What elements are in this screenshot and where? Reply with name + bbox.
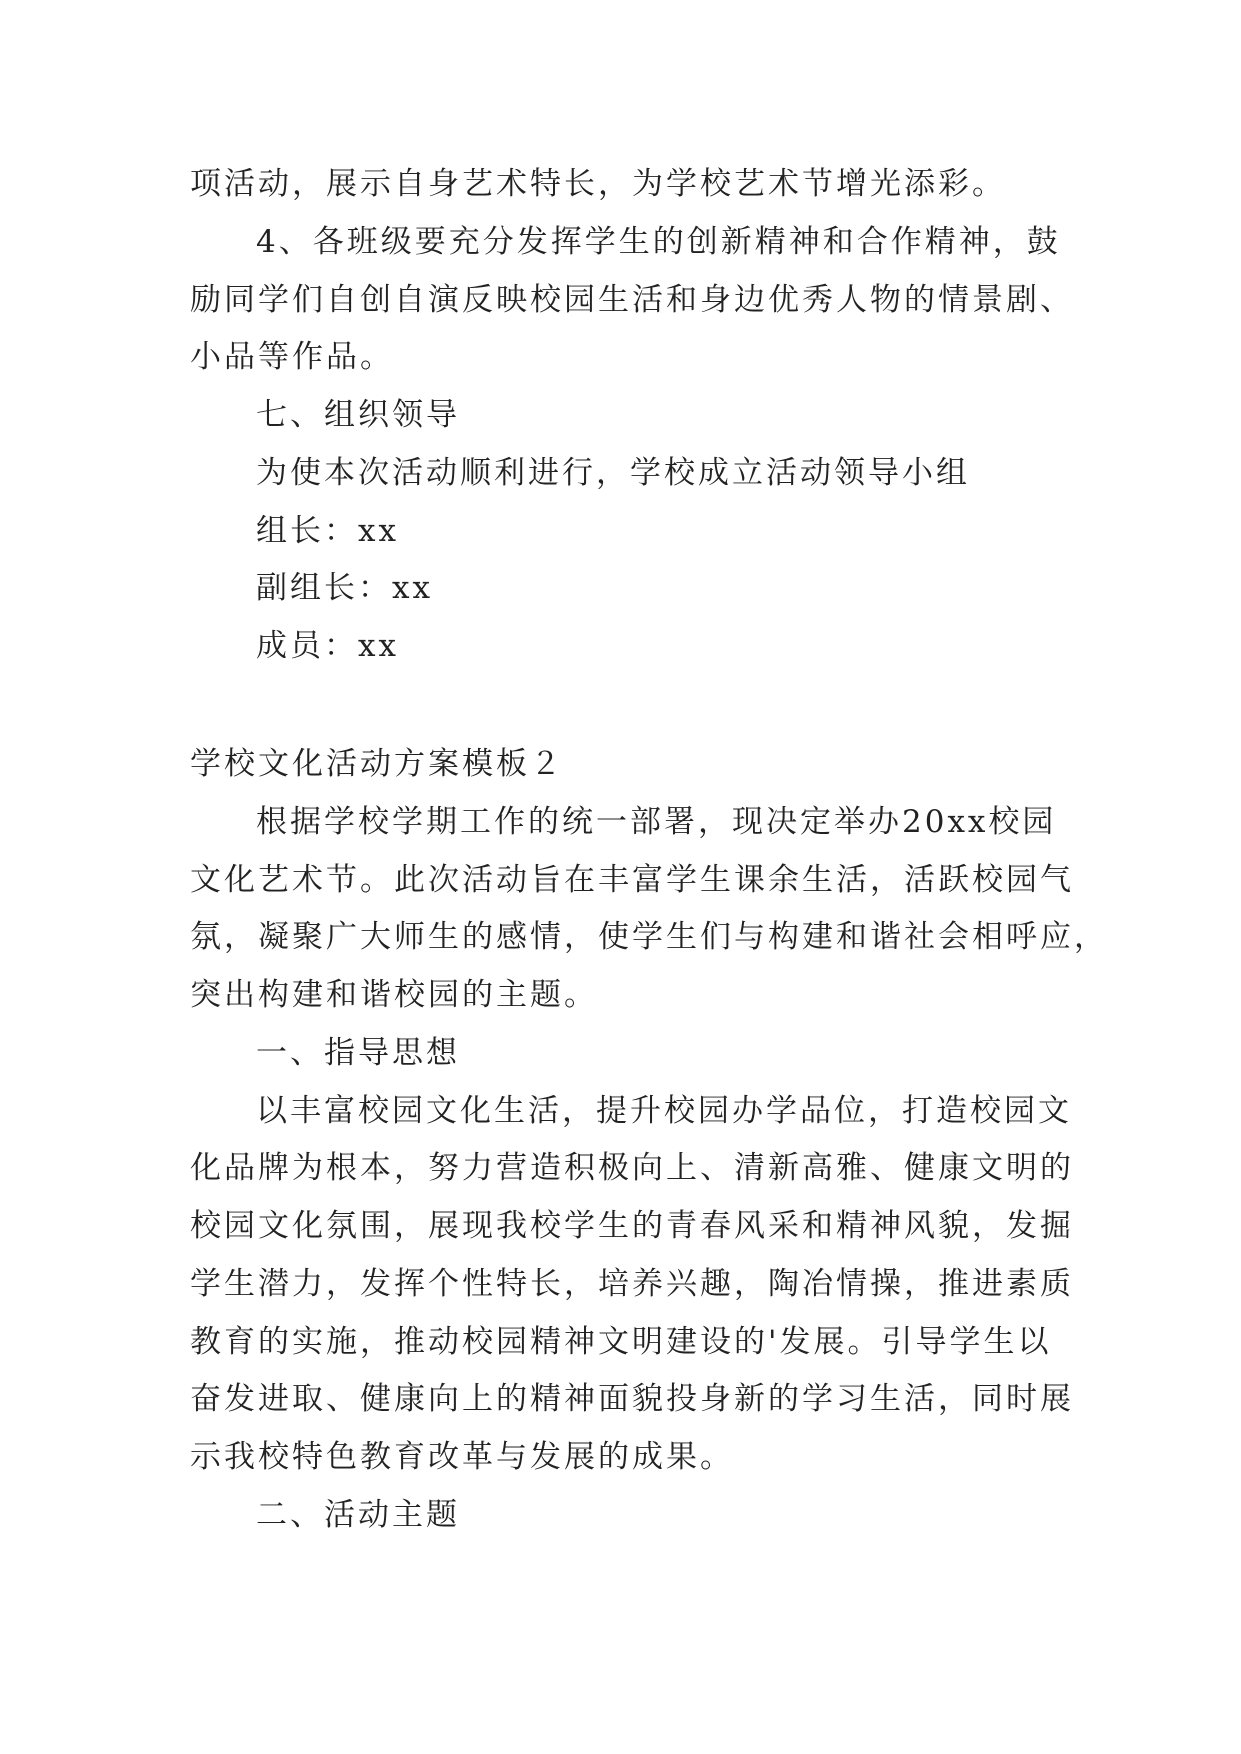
paragraph-line: 小品等作品。	[190, 339, 394, 375]
paragraph-line: 4、各班级要充分发挥学生的创新精神和合作精神，鼓	[256, 224, 1061, 260]
paragraph-line: 项活动，展示自身艺术特长，为学校艺术节增光添彩。	[190, 166, 1006, 202]
paragraph-line: 化品牌为根本，努力营造积极向上、清新高雅、健康文明的	[190, 1150, 1074, 1186]
paragraph-line: 为使本次活动顺利进行，学校成立活动领导小组	[256, 455, 970, 491]
paragraph-line: 示我校特色教育改革与发展的成果。	[190, 1439, 734, 1475]
section-heading: 一、指导思想	[256, 1035, 460, 1071]
section-heading: 二、活动主题	[256, 1497, 460, 1533]
paragraph-line: 励同学们自创自演反映校园生活和身边优秀人物的情景剧、	[190, 282, 1074, 318]
paragraph-line: 校园文化氛围，展现我校学生的青春风采和精神风貌，发掘	[190, 1208, 1074, 1244]
paragraph-line: 突出构建和谐校园的主题。	[190, 977, 598, 1013]
paragraph-line: 根据学校学期工作的统一部署，现决定举办20xx校园	[256, 804, 1057, 840]
paragraph-line: 以丰富校园文化生活，提升校园办学品位，打造校园文	[256, 1093, 1072, 1129]
paragraph-line: 教育的实施，推动校园精神文明建设的'发展。引导学生以	[190, 1324, 1052, 1360]
list-item: 组长：xx	[256, 513, 399, 549]
paragraph-line: 学生潜力，发挥个性特长，培养兴趣，陶冶情操，推进素质	[190, 1266, 1074, 1302]
section-heading: 七、组织领导	[256, 397, 460, 433]
list-item: 成员：xx	[256, 628, 399, 664]
paragraph-line: 奋发进取、健康向上的精神面貌投身新的学习生活，同时展	[190, 1381, 1074, 1417]
list-item: 副组长：xx	[256, 570, 433, 606]
paragraph-line: 文化艺术节。此次活动旨在丰富学生课余生活，活跃校园气	[190, 862, 1074, 898]
paragraph-line: 氛，凝聚广大师生的感情，使学生们与构建和谐社会相呼应，	[190, 919, 1108, 955]
document-title: 学校文化活动方案模板２	[190, 746, 564, 782]
